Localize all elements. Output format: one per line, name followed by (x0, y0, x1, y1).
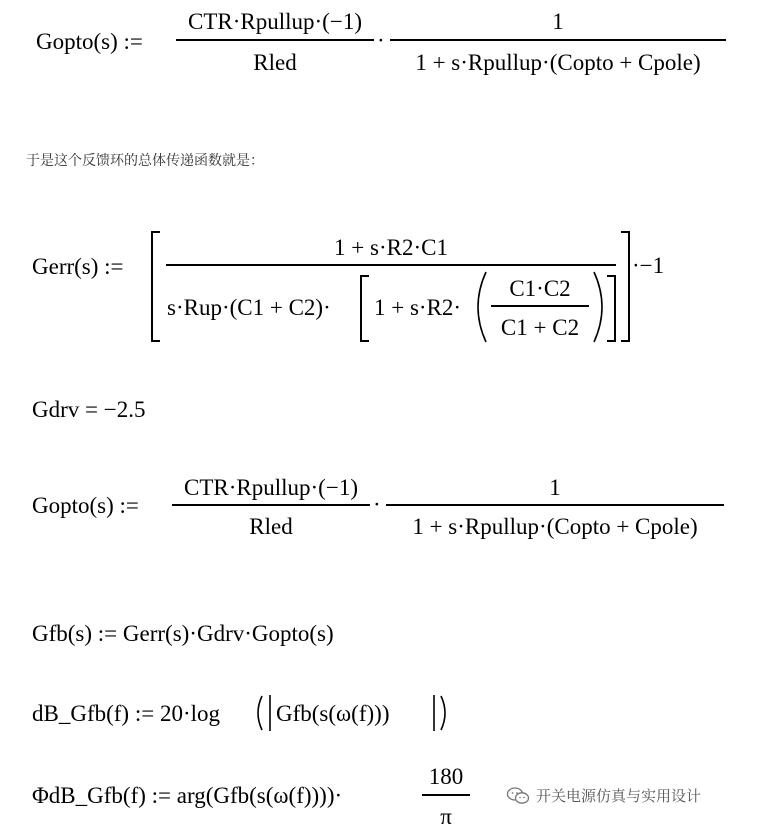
eq1-numerator-1: CTR·Rpullup·(−1) (188, 9, 362, 34)
eq2-denominator-b: 1 + s·R2· (374, 295, 462, 320)
eq2-inner-denominator: C1 + C2 (500, 315, 580, 340)
eq4-denominator-1: Rled (249, 514, 293, 539)
eq4-numerator-1: CTR·Rpullup·(−1) (184, 475, 358, 500)
eq6-inner: Gfb(s(ω(f))) (276, 701, 390, 726)
eq1-dot: · (377, 28, 385, 53)
eq2-numerator: 1 + s·R2·C1 (334, 235, 448, 260)
eq4-denominator-2: 1 + s·Rpullup·(Copto + Cpole) (412, 514, 698, 539)
eq2-exponent: ·−1 (632, 253, 665, 278)
eq7-numerator: 180 (428, 764, 464, 789)
eq2-inner-numerator: C1·C2 (509, 276, 571, 301)
explanatory-note: 于是这个反馈环的总体传递函数就是： (26, 152, 264, 168)
equation-gfb: Gfb(s) := Gerr(s)·Gdrv·Gopto(s) (32, 621, 334, 646)
eq6-prefix: dB_Gfb(f) := 20·log (32, 701, 220, 726)
eq2-lhs: Gerr(s) := (32, 254, 124, 279)
eq4-dot: · (373, 492, 381, 517)
eq1-lhs: Gopto(s) := (36, 29, 143, 54)
eq7-lhs: ΦdB_Gfb(f) := arg(Gfb(s(ω(f))))· (32, 783, 343, 808)
watermark-text: 开关电源仿真与实用设计 (536, 787, 702, 805)
eq1-denominator-1: Rled (253, 50, 297, 75)
eq4-numerator-2: 1 (549, 475, 561, 500)
eq1-denominator-2: 1 + s·Rpullup·(Copto + Cpole) (415, 50, 701, 75)
eq4-lhs: Gopto(s) := (32, 493, 139, 518)
eq7-denominator: π (440, 804, 452, 829)
watermark (506, 785, 701, 806)
eq1-numerator-2: 1 (552, 9, 564, 34)
wechat-icon (506, 786, 530, 806)
eq2-denominator-a: s·Rup·(C1 + C2)· (167, 295, 331, 320)
eq7-fraction-bar (422, 794, 470, 796)
equation-gdrv: Gdrv = −2.5 (32, 397, 146, 422)
